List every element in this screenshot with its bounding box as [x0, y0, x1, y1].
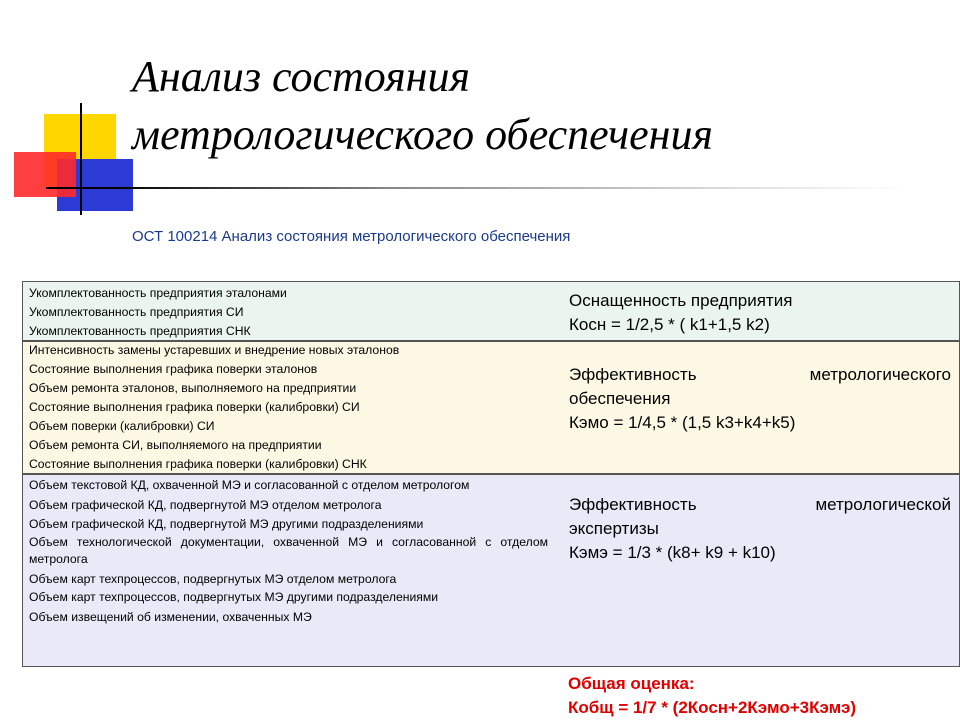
- heading-word: метрологического: [809, 365, 951, 384]
- list-item: Объем поверки (калибровки) СИ: [29, 419, 215, 433]
- list-item: Состояние выполнения графика поверки (калибровки) СИ: [29, 400, 360, 414]
- indicator-heading-cont: экспертизы: [569, 519, 659, 538]
- indicator-heading: [569, 363, 951, 387]
- indicator-block: [569, 493, 951, 565]
- list-item: Объем текстовой КД, охваченной МЭ и согласованной с отделом метрологом: [29, 478, 470, 492]
- list-item: Интенсивность замены устаревших и внедрение новых эталонов: [29, 343, 400, 357]
- indicator-formula: Косн = 1/2,5 * ( k1+1,5 k2): [569, 315, 770, 334]
- indicator-block: [569, 289, 951, 337]
- title-line-1: Анализ состояния: [132, 52, 470, 101]
- subtitle: ОСТ 100214 Анализ состояния метрологического обеспечения: [132, 228, 571, 245]
- indicator-heading: [569, 493, 951, 517]
- title-line-2: метрологического обеспечения: [132, 110, 713, 159]
- indicator-heading: Оснащенность предприятия: [569, 291, 793, 310]
- total-label: Общая оценка:: [568, 674, 695, 693]
- list-item: Объем ремонта СИ, выполняемого на предприятии: [29, 438, 322, 452]
- indicator-heading-cont: обеспечения: [569, 389, 671, 408]
- criteria-list: [29, 477, 548, 627]
- list-item: Объем извещений об изменении, охваченных МЭ: [29, 610, 312, 624]
- table-row-expertise: [22, 474, 960, 667]
- list-item: Объем технологической документации, охваченной МЭ и согласованной с отделом метролога: [29, 535, 548, 566]
- indicator-formula: Кэмэ = 1/3 * (k8+ k9 + k10): [569, 543, 776, 562]
- list-item: Укомплектованность предприятия эталонами: [29, 286, 287, 300]
- list-item: Укомплектованность предприятия СИ: [29, 305, 244, 319]
- table-row-equipment: [22, 281, 960, 341]
- vertical-line-decor: [80, 103, 82, 215]
- list-item: Состояние выполнения графика поверки эталонов: [29, 362, 318, 376]
- heading-word: Эффективность: [569, 365, 697, 384]
- total-formula: Кобщ = 1/7 * (2Косн+2Кэмо+3Кэмэ): [568, 698, 857, 717]
- criteria-list: [29, 284, 548, 341]
- list-item: Объем карт техпроцессов, подвергнутых МЭ отделом метролога: [29, 572, 397, 586]
- indicator-block: [569, 363, 951, 435]
- slide-title: [132, 48, 932, 164]
- horizontal-rule: [46, 187, 906, 189]
- list-item: Состояние выполнения графика поверки (калибровки) СНК: [29, 457, 367, 471]
- criteria-list: [29, 341, 548, 474]
- list-item: Объем карт техпроцессов, подвергнутых МЭ другими подразделениями: [29, 590, 439, 604]
- list-item: Объем ремонта эталонов, выполняемого на предприятии: [29, 381, 357, 395]
- table-row-efficiency: [22, 341, 960, 474]
- list-item: Укомплектованность предприятия СНК: [29, 324, 251, 338]
- list-item: Объем графической КД, подвергнутой МЭ отделом метролога: [29, 498, 382, 512]
- indicator-formula: Кэмо = 1/4,5 * (1,5 k3+k4+k5): [569, 413, 796, 432]
- red-square-decor: [14, 152, 76, 197]
- list-item: Объем графической КД, подвергнутой МЭ другими подразделениями: [29, 517, 424, 531]
- total-assessment: [568, 672, 856, 720]
- heading-word: метрологической: [815, 495, 951, 514]
- heading-word: Эффективность: [569, 495, 697, 514]
